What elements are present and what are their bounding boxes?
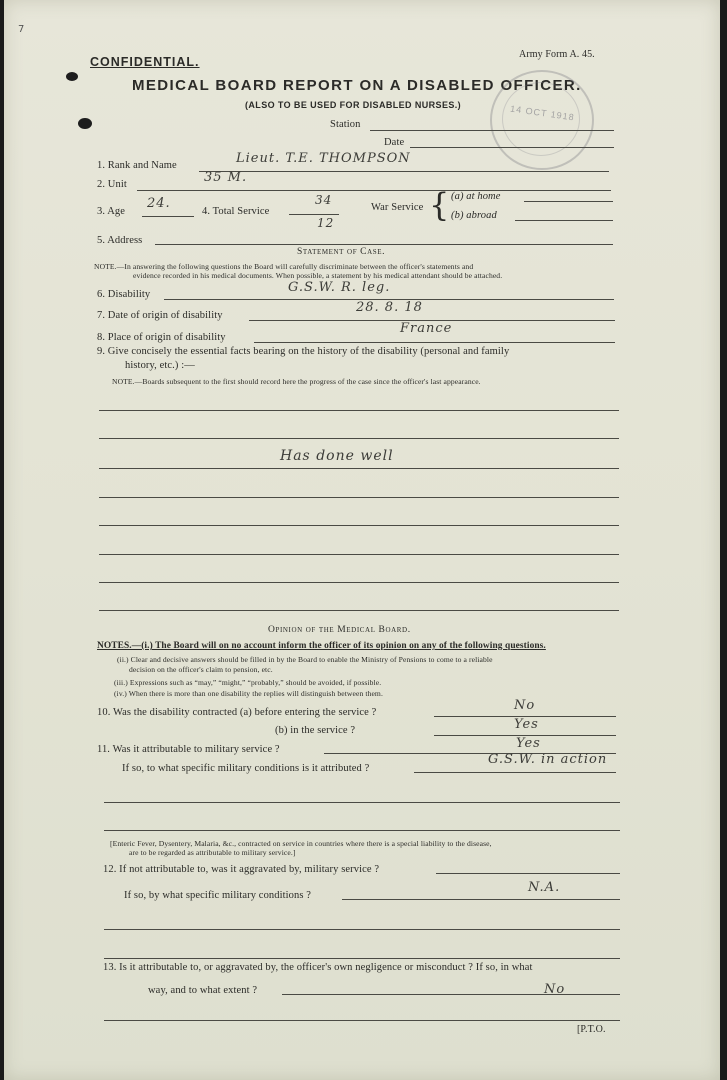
q10b-label: (b) in the service ? — [275, 725, 356, 736]
unit-label: 2. Unit — [97, 179, 127, 190]
disability-value: G.S.W. R. leg. — [288, 280, 391, 295]
address-line — [155, 244, 613, 245]
q10-label: 10. Was the disability contracted (a) before entering the service ? — [97, 707, 377, 718]
disability-label: 6. Disability — [97, 289, 151, 300]
form-subtitle: (ALSO TO BE USED FOR DISABLED NURSES.) — [245, 100, 462, 110]
date-label: Date — [384, 137, 405, 148]
rank-name-value: Lieut. T.E. THOMPSON — [236, 151, 411, 166]
q11-blank-line-1 — [104, 802, 620, 803]
address-label: 5. Address — [97, 235, 143, 246]
q11b-line — [414, 772, 616, 773]
confidential-label: CONFIDENTIAL. — [90, 55, 200, 69]
punch-hole-bottom — [78, 118, 92, 129]
date-origin-value: 28. 8. 18 — [356, 300, 423, 315]
enteric-note-2: are to be regarded as attributable to military service.] — [129, 848, 296, 857]
history-line-2 — [99, 438, 619, 439]
q12-blank-line-2 — [104, 958, 620, 959]
age-line — [142, 216, 194, 217]
corner-mark: 7 — [18, 24, 25, 35]
q11b-label: If so, to what specific military conditions is it attributed ? — [122, 763, 370, 774]
station-line — [370, 130, 614, 131]
home-line — [524, 201, 613, 202]
statement-note-1: NOTE.—In answering the following questions the Board will carefully discriminate between the officer's statements and — [94, 262, 474, 271]
q12-blank-line — [104, 929, 620, 930]
history-line-6 — [99, 554, 619, 555]
q11-value: Yes — [516, 736, 541, 751]
date-origin-label: 7. Date of origin of disability — [97, 310, 223, 321]
q13-value: No — [544, 982, 566, 997]
q12b-value: N.A. — [528, 880, 561, 895]
statement-heading: Statement of Case. — [297, 247, 386, 257]
war-service-label: War Service — [371, 202, 424, 213]
age-value: 24. — [147, 196, 171, 211]
place-origin-value: France — [400, 321, 453, 336]
opinion-note-3: (iii.) Expressions such as “may,” “might,” “probably,” should be avoided, if possible. — [114, 678, 382, 687]
q10b-value: Yes — [514, 717, 539, 732]
history-line-3 — [99, 468, 619, 469]
unit-line — [137, 190, 611, 191]
opinion-note-4: (iv.) When there is more than one disability the replies will distinguish between them. — [114, 689, 383, 698]
q12b-line — [342, 899, 620, 900]
station-label: Station — [330, 119, 361, 130]
q13-line — [282, 994, 620, 995]
q12-line — [436, 873, 620, 874]
history-line-4 — [99, 497, 619, 498]
q13-blank-line — [104, 1020, 620, 1021]
form-title: MEDICAL BOARD REPORT ON A DISABLED OFFICER. — [132, 77, 582, 94]
abroad-line — [515, 220, 613, 221]
enteric-note-1: [Enteric Fever, Dysentery, Malaria, &c., contracted on service in countries where there is a special liability to the disease, — [110, 839, 492, 848]
unit-value: 35 M. — [204, 170, 248, 185]
stamp-date: 14 OCT 1918 — [509, 103, 576, 123]
place-origin-label: 8. Place of origin of disability — [97, 332, 226, 343]
statement-note-2: evidence recorded in his medical documents. When possible, a statement by his medical attendant should be attached. — [133, 271, 503, 280]
punch-hole-top — [66, 72, 78, 81]
q11-label: 11. Was it attributable to military service ? — [97, 744, 280, 755]
form-page — [4, 0, 720, 1080]
history-value: Has done well — [280, 448, 394, 464]
war-service-brace: { — [429, 186, 450, 224]
place-origin-line — [254, 342, 615, 343]
q10a-value: No — [514, 698, 536, 713]
q13-line-1: 13. Is it attributable to, or aggravated by, the officer's own negligence or misconduct ? If so, in what — [103, 962, 533, 973]
date-line — [410, 147, 614, 148]
opinion-note-2b: decision on the officer's claim to pension, etc. — [129, 665, 273, 674]
abroad-label: (b) abroad — [451, 210, 497, 221]
history-line-5 — [99, 525, 619, 526]
opinion-note-1: NOTES.—(i.) The Board will on no account inform the officer of its opinion on any of the following questions. — [97, 641, 546, 651]
office-stamp — [490, 70, 594, 170]
q11-blank-line-2 — [104, 830, 620, 831]
total-service-years: 34 — [315, 193, 333, 207]
total-service-months: 12 — [317, 216, 335, 230]
total-service-line — [289, 214, 339, 215]
rank-name-line — [199, 171, 609, 172]
history-line-7 — [99, 582, 619, 583]
rank-name-label: 1. Rank and Name — [97, 160, 177, 171]
total-service-label: 4. Total Service — [202, 206, 270, 217]
q11b-value: G.S.W. in action — [488, 752, 608, 767]
history-question-line-2: history, etc.) :— — [125, 360, 195, 371]
age-label: 3. Age — [97, 206, 126, 217]
home-label: (a) at home — [451, 191, 501, 202]
opinion-heading: Opinion of the Medical Board. — [268, 625, 411, 635]
history-line-8 — [99, 610, 619, 611]
page-turn-marker: [P.T.O. — [577, 1024, 606, 1035]
army-form-number: Army Form A. 45. — [519, 49, 595, 60]
q12b-label: If so, by what specific military conditions ? — [124, 890, 312, 901]
opinion-note-2a: (ii.) Clear and decisive answers should be filled in by the Board to enable the Ministry of Pensions to come to a reliable — [117, 655, 493, 664]
history-line-1 — [99, 410, 619, 411]
boards-note: NOTE.—Boards subsequent to the first should record here the progress of the case since the officer's last appearance. — [112, 377, 481, 386]
q13-line-2: way, and to what extent ? — [148, 985, 258, 996]
q12-label: 12. If not attributable to, was it aggravated by, military service ? — [103, 864, 380, 875]
history-question-line-1: 9. Give concisely the essential facts bearing on the history of the disability (personal and family — [97, 346, 510, 357]
